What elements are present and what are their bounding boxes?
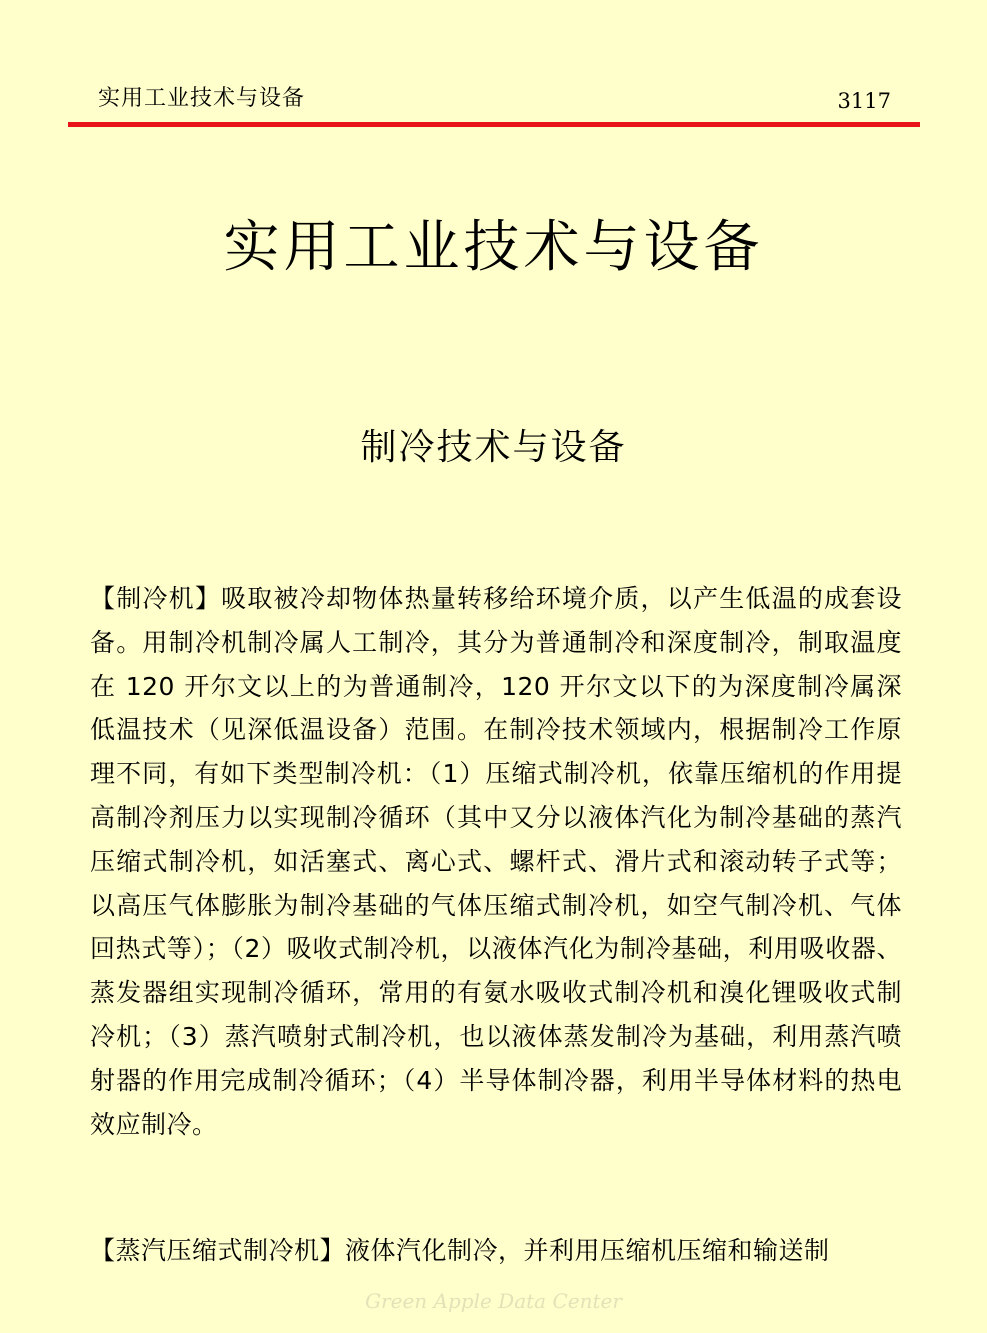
header-rule (68, 122, 920, 127)
page-number: 3117 (837, 89, 891, 113)
section-title: 制冷技术与设备 (360, 427, 627, 468)
term-vapor-compression: 【蒸汽压缩式制冷机】 (90, 1236, 346, 1265)
term-refrigerator: 【制冷机】 (90, 584, 222, 613)
running-header-title: 实用工业技术与设备 (98, 86, 306, 111)
watermark: Green Apple Data Center (365, 1289, 622, 1313)
paragraph-refrigerator (90, 577, 902, 1146)
paragraph-vapor-compression-text: 液体汽化制冷，并利用压缩机压缩和输送制 (345, 1236, 830, 1265)
paragraph-refrigerator-text: 吸取被冷却物体热量转移给环境介质，以产生低温的成套设备。用制冷机制冷属人工制冷，其分为普通制冷和深度制冷，制取温度在 120 开尔文以上的为普通制冷，120 开尔文以下的为深度制冷属深低温技术（见深低温设备）范围。在制冷技术领域内，根据制冷工作原理不同，有如下类型制冷机：（1）压缩式制冷机，依靠压缩机的作用提高制冷剂压力以实现制冷循环（其中又分以液体汽化为制冷基础的蒸汽压缩式制冷机，如活塞式、离心式、螺杆式、滑片式和滚动转子式等；以高压气体膨胀为制冷基础的气体压缩式制冷机，如空气制冷机、气体回热式等）；（2）吸收式制冷机，以液体汽化为制冷基础，利用吸收器、蒸发器组实现制冷循环，常用的有氨水吸收式制冷机和溴化锂吸收式制冷机；（3）蒸汽喷射式制冷机，也以液体蒸发制冷为基础，利用蒸汽喷射器的作用完成制冷循环；（4）半导体制冷器，利用半导体材料的热电效应制冷。 (90, 584, 902, 1139)
paragraph-vapor-compression (90, 1229, 902, 1273)
page-title: 实用工业技术与设备 (223, 215, 764, 280)
